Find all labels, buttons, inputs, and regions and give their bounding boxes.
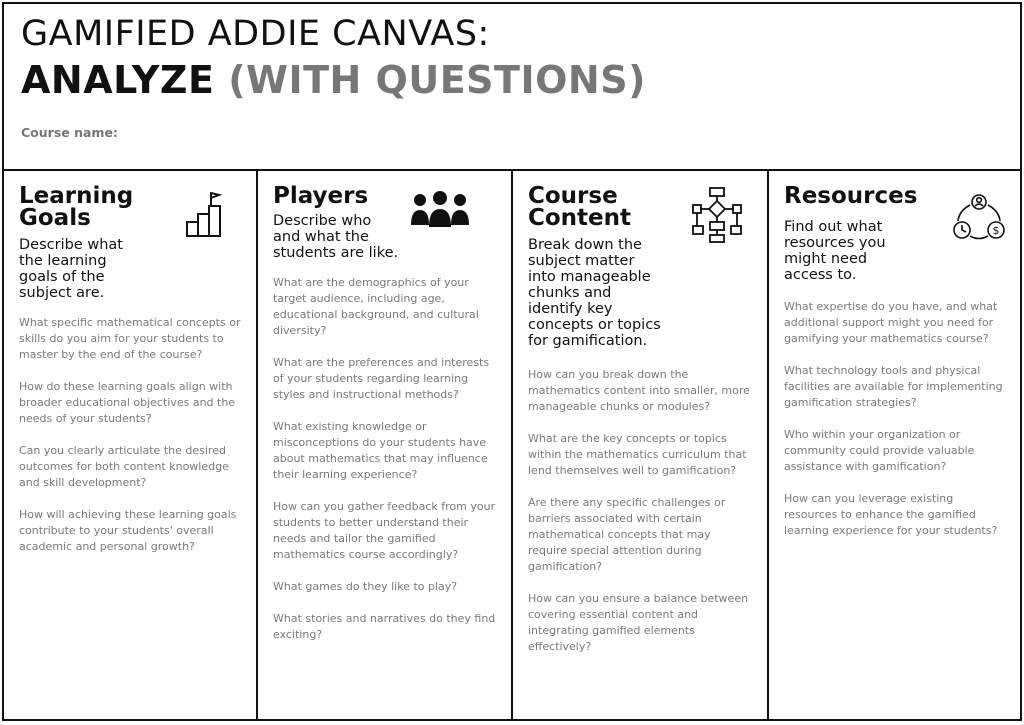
question-item: What expertise do you have, and what additional support might you need for gamifying your mathematics course? [784,300,998,345]
goal-stairs-flag-icon [174,185,238,245]
question-item: What existing knowledge or misconceptions do your students have about mathematics that may influence their learning experience? [273,420,488,481]
column-title: Players [273,183,369,209]
question-item: What technology tools and physical facilities are available for implementing gamification strategies? [784,364,1003,409]
header [4,4,1020,171]
page-title: GAMIFIED ADDIE CANVAS: [21,14,490,54]
column-learning-goals [4,169,258,719]
question-list [273,275,497,643]
question-item: How can you gather feedback from your students to better understand their needs and tailor the gamified mathematics course accordingly? [273,500,496,561]
question-item: Who within your organization or community could provide valuable assistance with gamification? [784,428,975,473]
column-resources [769,169,1020,719]
question-item: What are the demographics of your target audience, including age, educational background, and cultural diversity? [273,276,479,337]
column-intro: Find out what resources you might need access to. [784,219,886,283]
page-subtitle [21,58,646,102]
question-item: How can you break down the mathematics content into smaller, more manageable chunks or modules? [528,368,750,413]
question-item: How can you ensure a balance between covering essential content and integrating gamified elements effectively? [528,592,749,653]
question-list [19,315,242,555]
column-players [258,169,513,719]
question-item: Are there any specific challenges or barriers associated with certain mathematical concepts that may require special attention during gamification? [528,496,726,573]
question-item: How can you leverage existing resources to enhance the gamified learning experience for your students? [784,492,998,537]
people-group-icon [408,181,472,241]
question-item: Can you clearly articulate the desired outcomes for both content knowledge and skill development? [19,444,229,489]
column-intro: Describe what the learning goals of the subject are. [19,237,123,301]
question-item: What specific mathematical concepts or skills do you aim for your students to master by the end of the course? [19,316,241,361]
svg-text:$: $ [992,224,1000,237]
course-name-label: Course name: [21,125,118,140]
column-title: Learning Goals [19,183,134,231]
question-item: What are the preferences and interests of your students regarding learning styles and instructional methods? [273,356,490,401]
column-title: Resources [784,183,918,209]
question-item: How will achieving these learning goals contribute to your students' overall academic and personal growth? [19,508,237,553]
question-item: What games do they like to play? [273,580,458,593]
question-item: How do these learning goals align with broader educational objectives and the needs of your students? [19,380,236,425]
question-list [528,367,753,655]
column-intro: Break down the subject matter into manageable chunks and identify key concepts or topics for gamification. [528,237,661,349]
question-item: What are the key concepts or topics within the mathematics curriculum that lend themselves well to gamification? [528,432,747,477]
question-list [784,299,1006,539]
subtitle-accent: (WITH QUESTIONS) [228,58,646,102]
column-intro: Describe who and what the students are like. [273,213,399,261]
flowchart-icon [685,185,749,245]
canvas-columns [4,169,1020,719]
subtitle-bold: ANALYZE [21,58,215,102]
column-course-content [513,169,769,719]
question-item: What stories and narratives do they find exciting? [273,612,496,641]
resources-cycle-icon [947,189,1011,249]
column-title: Course Content [528,183,632,231]
canvas-sheet [2,2,1022,721]
